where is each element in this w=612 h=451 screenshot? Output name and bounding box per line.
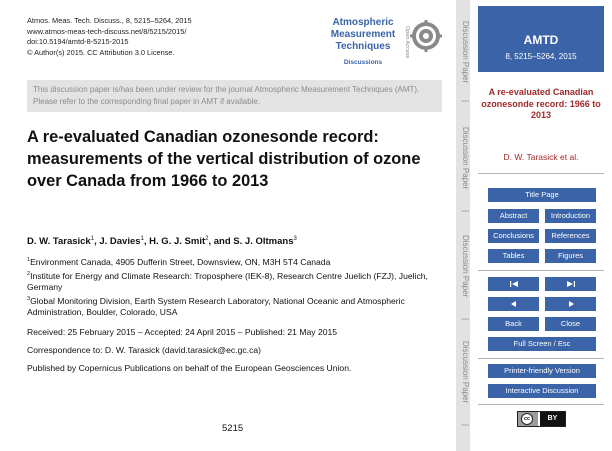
author-sup: 1: [140, 236, 144, 242]
last-page-button[interactable]: [545, 277, 596, 291]
printer-friendly-button[interactable]: Printer-friendly Version: [488, 364, 596, 378]
interactive-discussion-button[interactable]: Interactive Discussion: [488, 384, 596, 398]
journal-volume: 8, 5215–5264, 2015: [505, 52, 577, 61]
publisher-line: Published by Copernicus Publications on behalf of the European Geosciences Union.: [27, 363, 352, 373]
strip-label: Discussion Paper: [461, 234, 470, 298]
strip-label: Discussion Paper: [461, 20, 470, 84]
sidebar-title: A re-evaluated Canadian ozonesonde record: 1966 to 2013: [481, 87, 601, 120]
journal-line: Atmos. Meas. Tech. Discuss., 8, 5215–5264, 2015: [27, 16, 192, 25]
author-sep: ,: [143, 236, 150, 248]
journal-url[interactable]: www.atmos-meas-tech-discuss.net/8/5215/2015/: [27, 26, 187, 36]
page-number: 5215: [222, 423, 244, 434]
copyright: © Author(s) 2015. CC Attribution 3.0 License.: [27, 47, 175, 57]
back-button[interactable]: Back: [488, 317, 539, 331]
correspondence: Correspondence to: D. W. Tarasick (david.tarasick@ec.gc.ca): [27, 345, 262, 355]
next-page-icon: [567, 301, 575, 307]
author-sep: , and: [208, 236, 234, 248]
affiliation: [27, 294, 447, 318]
author-name: J. Davies: [99, 236, 141, 248]
strip-separator: |: [461, 209, 470, 213]
cc-icon: cc: [521, 413, 533, 425]
journal-logo: [318, 14, 442, 72]
references-button[interactable]: References: [545, 229, 596, 243]
affiliation-text: Environment Canada, 4905 Dufferin Street, Downsview, ON, M3H 5T4 Canada: [30, 256, 331, 267]
conclusions-button[interactable]: Conclusions: [488, 229, 539, 243]
author-name: D. W. Tarasick: [27, 236, 91, 248]
title-page-button[interactable]: Title Page: [488, 188, 596, 202]
full-screen-button[interactable]: Full Screen / Esc: [488, 337, 596, 351]
author-name: H. G. J. Smit: [149, 236, 206, 248]
cc-by-license-badge[interactable]: [517, 411, 566, 427]
author-name: S. J. Oltmans: [233, 236, 294, 248]
review-notice: This discussion paper is/has been under review for the journal Atmospheric Measurement Techniques (AMT). Please refer to the corresponding final paper in AMT if available.: [27, 80, 442, 112]
logo-discussions: Discussions: [343, 59, 383, 66]
affiliation-text: Institute for Energy and Climate Research: Troposphere (IEK-8), Research Centre Juelich (FZJ), Juelich, Germany: [27, 270, 428, 293]
cc-by-label: BY: [540, 412, 565, 426]
logo-line3: Techniques: [335, 41, 391, 53]
affiliation: [27, 255, 447, 268]
affiliation-sup: 2: [27, 271, 31, 278]
tables-button[interactable]: Tables: [488, 249, 539, 263]
first-page-button[interactable]: [488, 277, 539, 291]
affiliation-text: Global Monitoring Division, Earth System Research Laboratory, National Oceanic and Atmospheric Administration, Boulder, Colorado, USA: [27, 296, 405, 318]
first-page-icon: [509, 281, 519, 287]
abstract-button[interactable]: Abstract: [488, 209, 539, 223]
author-list: [27, 236, 297, 247]
strip-label: Discussion Paper: [461, 340, 470, 404]
strip-separator: |: [461, 423, 470, 427]
paper-title: A re-evaluated Canadian ozonesonde record: measurements of the vertical distribution of ozone over Canada from 1966 to 2013: [27, 128, 421, 190]
affiliation-sup: 3: [27, 296, 31, 303]
doi: doi:10.5194/amtd-8-5215-2015: [27, 37, 129, 47]
affiliation: [27, 269, 447, 293]
header-meta: [27, 16, 192, 58]
gears-icon: [410, 18, 442, 54]
figures-button[interactable]: Figures: [545, 249, 596, 263]
divider: [478, 173, 604, 174]
logo-line2: Measurement: [330, 29, 396, 41]
close-button[interactable]: Close: [545, 317, 596, 331]
divider: [478, 270, 604, 271]
open-access-label: Open Access: [404, 25, 410, 59]
discussion-paper-strip: [456, 0, 470, 451]
author-sep: ,: [94, 236, 100, 248]
journal-abbr: AMTD: [523, 33, 559, 47]
author-sup: 2: [205, 236, 209, 242]
divider: [478, 358, 604, 359]
strip-separator: |: [461, 317, 470, 321]
author-sup: 3: [293, 236, 297, 242]
previous-page-icon: [510, 301, 518, 307]
sidebar-author: D. W. Tarasick et al.: [503, 152, 579, 162]
strip-separator: |: [461, 99, 470, 103]
affiliation-list: [27, 255, 447, 320]
logo-line1: Atmospheric: [332, 17, 394, 28]
submission-dates: Received: 25 February 2015 – Accepted: 24 April 2015 – Published: 21 May 2015: [27, 327, 338, 337]
last-page-icon: [566, 281, 576, 287]
affiliation-sup: 1: [27, 257, 31, 263]
divider: [478, 404, 604, 405]
strip-label: Discussion Paper: [461, 126, 470, 190]
previous-page-button[interactable]: [488, 297, 539, 311]
journal-box: [478, 6, 604, 72]
next-page-button[interactable]: [545, 297, 596, 311]
introduction-button[interactable]: Introduction: [545, 209, 596, 223]
author-sup: 1: [90, 236, 95, 242]
